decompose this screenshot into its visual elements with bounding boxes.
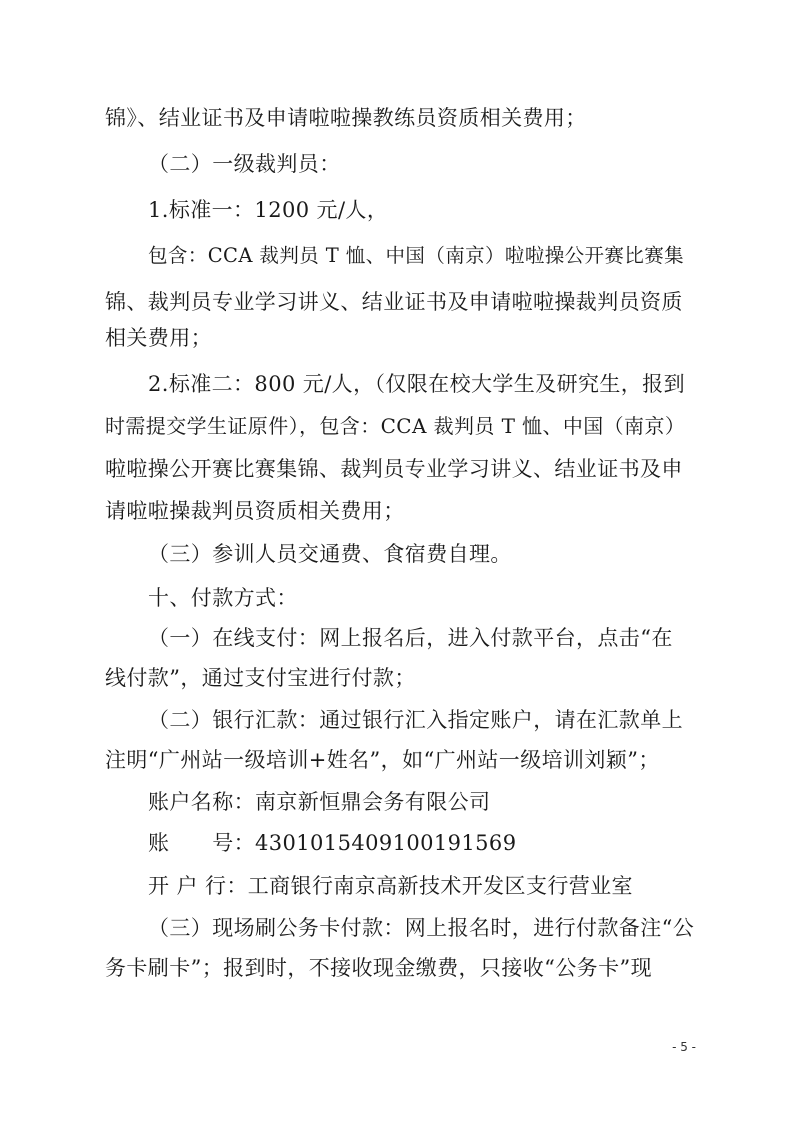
text-line-11: （三）参训人员交通费、食宿费自理。 xyxy=(148,542,512,566)
account-name-line: 账户名称：南京新恒鼎会务有限公司 xyxy=(148,790,491,814)
text-line-3: 1.标准一：1200 元/人， xyxy=(148,198,389,222)
text-line-15: （二）银行汇款：通过银行汇入指定账户，请在汇款单上 xyxy=(148,708,683,732)
text-line-14: 线付款”，通过支付宝进行付款； xyxy=(105,666,416,690)
text-line-6: 相关费用； xyxy=(105,326,212,350)
text-line-4: 包含：CCA 裁判员 T 恤、中国（南京）啦啦操公开赛比赛集 xyxy=(148,244,685,267)
bank-branch-line: 开 户 行：工商银行南京高新技术开发区支行营业室 xyxy=(148,874,633,898)
text-line-7: 2.标准二：800 元/人，（仅限在校大学生及研究生，报到 xyxy=(148,372,685,396)
text-line-13: （一）在线支付：网上报名后，进入付款平台，点击“在 xyxy=(148,626,673,650)
text-line-1: 锦》、结业证书及申请啦啦操教练员资质相关费用； xyxy=(105,106,587,130)
text-line-5: 锦、裁判员专业学习讲义、结业证书及申请啦啦操裁判员资质 xyxy=(105,290,683,314)
text-line-10: 请啦啦操裁判员资质相关费用； xyxy=(105,499,405,523)
text-line-21: 务卡刷卡”；报到时，不接收现金缴费，只接收“公务卡”现 xyxy=(105,956,653,980)
page-number: - 5 - xyxy=(672,1040,696,1054)
text-line-16: 注明“广州站一级培训+姓名”，如“广州站一级培训刘颖”； xyxy=(105,748,660,772)
text-line-9: 啦啦操公开赛比赛集锦、裁判员专业学习讲义、结业证书及申 xyxy=(105,457,683,481)
text-line-20: （三）现场刷公务卡付款：网上报名时，进行付款备注“公 xyxy=(148,916,695,940)
account-number-line: 账 号：4301015409100191569 xyxy=(148,831,517,855)
text-line-8: 时需提交学生证原件），包含：CCA 裁判员 T 恤、中国（南京） xyxy=(105,414,686,438)
text-line-12: 十、付款方式： xyxy=(148,586,298,610)
text-line-2: （二）一级裁判员： xyxy=(148,152,341,176)
